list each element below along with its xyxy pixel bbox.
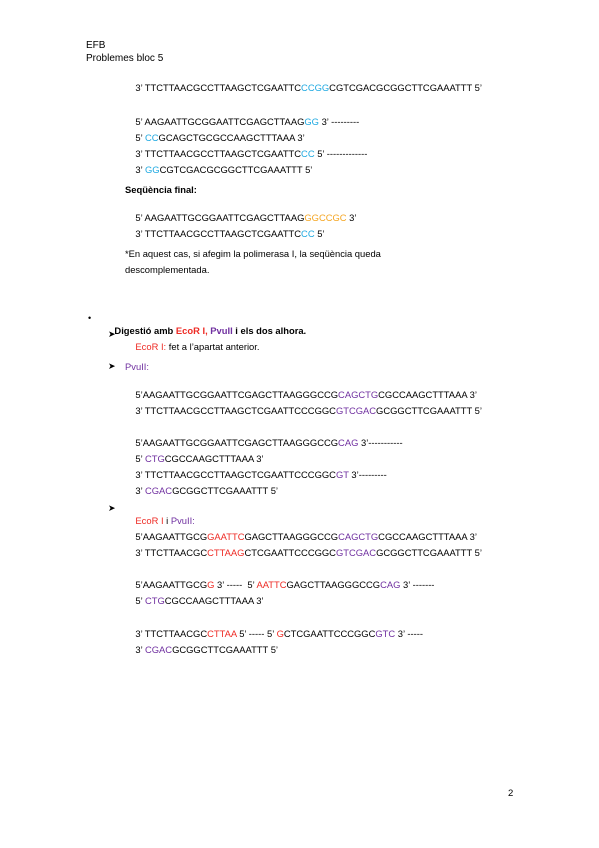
seq-part: 3’ (135, 644, 145, 655)
seq-highlight: CTG (144, 453, 165, 464)
sequence-line (125, 70, 482, 106)
seq-part: 5’ ----- 5’ (236, 628, 277, 639)
seq-highlight: CC (144, 132, 159, 143)
seq-part: CTCGAATTCCCGGC (244, 547, 336, 558)
seq-highlight: CAG (380, 579, 401, 590)
seq-part: 3’ TTCTTAACGCCTTAAGCTCGAATTCCCGGC (135, 469, 336, 480)
seq-highlight: GGCCGC (304, 212, 347, 223)
seq-part: 5’ (314, 228, 325, 239)
seq-highlight: CAGCTG (338, 389, 379, 400)
seq-part: 3’ TTCTTAACGCCTTAAGCTCGAATTCCCGGC (135, 405, 336, 416)
seq-part: 5’AAGAATTGCGGAATTCGAGCTTAAGGGCCG (135, 389, 339, 400)
seq-part: 5’AAGAATTGCGGAATTCGAGCTTAAGGGCCG (135, 437, 339, 448)
seq-part: 3’ (135, 485, 145, 496)
seq-highlight: CTTAAG (207, 547, 245, 558)
seq-part: 3’ TTCTTAACGCCTTAAGCTCGAATTC (135, 82, 302, 93)
seq-part: GCAGCTGCGCCAAGCTTTAAA 3’ (158, 132, 305, 143)
seq-highlight: G (276, 628, 284, 639)
seq-part: GCGGCTTCGAAATTT 5’ (376, 547, 482, 558)
final-sequence-heading: Seqüència final: (125, 184, 197, 195)
seq-part: GAGCTTAAGGGCCG (244, 531, 339, 542)
seq-part: GCGGCTTCGAAATTT 5’ (172, 644, 278, 655)
seq-part: CGCCAAGCTTTAAA 3’ (378, 531, 477, 542)
sequence-line (125, 583, 264, 619)
item-text: i (163, 515, 171, 526)
seq-highlight: GTCGAC (335, 405, 377, 416)
enzyme-pvu: PvuII: (170, 515, 195, 526)
seq-highlight: GG (144, 164, 160, 175)
note-line: descomplementada. (125, 264, 210, 275)
seq-part: 5’ AAGAATTGCGGAATTCGAGCTTAAG (135, 116, 305, 127)
seq-highlight: G (207, 579, 215, 590)
seq-highlight: GAATTC (207, 531, 245, 542)
seq-part: 3’ (346, 212, 357, 223)
bullet-dot-icon: • (88, 313, 92, 323)
seq-part: 3’ TTCTTAACGCCTTAAGCTCGAATTC (135, 228, 302, 239)
seq-highlight: CCGG (301, 82, 330, 93)
note-line: *En aquest cas, si afegim la polimerasa I, la seqüència queda (125, 248, 381, 259)
seq-highlight: CAG (338, 437, 359, 448)
enzyme-ecor: EcoR I: (135, 341, 167, 352)
seq-part: 5’ (135, 132, 145, 143)
seq-highlight: CC (301, 148, 315, 159)
seq-highlight: GTC (375, 628, 396, 639)
enzyme-ecor: EcoR I (175, 325, 206, 336)
page-number: 2 (508, 788, 514, 799)
seq-part: GCGGCTTCGAAATTT 5’ (172, 485, 278, 496)
seq-highlight: CGAC (144, 485, 173, 496)
seq-part: CGCCAAGCTTTAAA 3’ (164, 453, 264, 464)
seq-part: 3’--------- (348, 469, 387, 480)
seq-highlight: AATTC (256, 579, 287, 590)
heading-comma: , (205, 325, 211, 336)
enzyme-pvu-label: PvuII: (125, 361, 149, 372)
heading-text: Digestió amb (114, 325, 176, 336)
seq-part: 3’ TTCTTAACGC (135, 547, 208, 558)
seq-part: CGCCAAGCTTTAAA 3’ (164, 595, 264, 606)
seq-part: 5’ ------------- (314, 148, 368, 159)
seq-highlight: CTG (144, 595, 165, 606)
seq-highlight: CAGCTG (338, 531, 379, 542)
header-subtitle: Problemes bloc 5 (86, 53, 164, 64)
seq-part: 3’ (135, 164, 145, 175)
enzyme-pvu: PvuII (210, 325, 233, 336)
ecor-item (125, 329, 259, 365)
seq-part: 5’ (135, 453, 145, 464)
sequence-line (125, 632, 278, 668)
seq-part: CGCCAAGCTTTAAA 3’ (378, 389, 477, 400)
seq-part: 3’ ----- (395, 628, 423, 639)
seq-highlight: GTCGAC (335, 547, 377, 558)
seq-part: 3’----------- (358, 437, 403, 448)
seq-part: 5’ (135, 595, 145, 606)
seq-part: 3’ ----- 5’ (214, 579, 257, 590)
enzyme-ecor: EcoR I (135, 515, 164, 526)
seq-part: CTCGAATTCCCGGC (283, 628, 376, 639)
seq-highlight: CC (301, 228, 315, 239)
seq-part: 5’AAGAATTGCG (135, 579, 208, 590)
arrowhead-icon: ➤ (108, 329, 116, 339)
seq-highlight: CTTAA (207, 628, 237, 639)
item-text: fet a l’apartat anterior. (166, 341, 260, 352)
seq-part: 5’ AAGAATTGCGGAATTCGAGCTTAAG (135, 212, 305, 223)
seq-highlight: GG (304, 116, 319, 127)
seq-part: 3’ TTCTTAACGC (135, 628, 208, 639)
sequence-line (125, 535, 482, 571)
seq-part: CGTCGACGCGGCTTCGAAATTT 5’ (159, 164, 313, 175)
seq-highlight: CGAC (144, 644, 173, 655)
seq-part: CGTCGACGCGGCTTCGAAATTT 5’ (329, 82, 482, 93)
seq-part: 3’ --------- (318, 116, 360, 127)
seq-part: GAGCTTAAGGGCCG (286, 579, 381, 590)
arrowhead-icon: ➤ (108, 503, 116, 513)
heading-text: i els dos alhora. (232, 325, 307, 336)
sequence-line (125, 152, 312, 188)
seq-part: GCGGCTTCGAAATTT 5’ (376, 405, 482, 416)
seq-part: 3’ ------- (400, 579, 435, 590)
seq-part: 5’AAGAATTGCG (135, 531, 208, 542)
sequence-line (125, 393, 482, 429)
seq-part: 3’ TTCTTAACGCCTTAAGCTCGAATTC (135, 148, 302, 159)
seq-highlight: GT (335, 469, 349, 480)
arrowhead-icon: ➤ (108, 361, 116, 371)
header-course: EFB (86, 40, 106, 51)
sequence-line (125, 216, 325, 252)
